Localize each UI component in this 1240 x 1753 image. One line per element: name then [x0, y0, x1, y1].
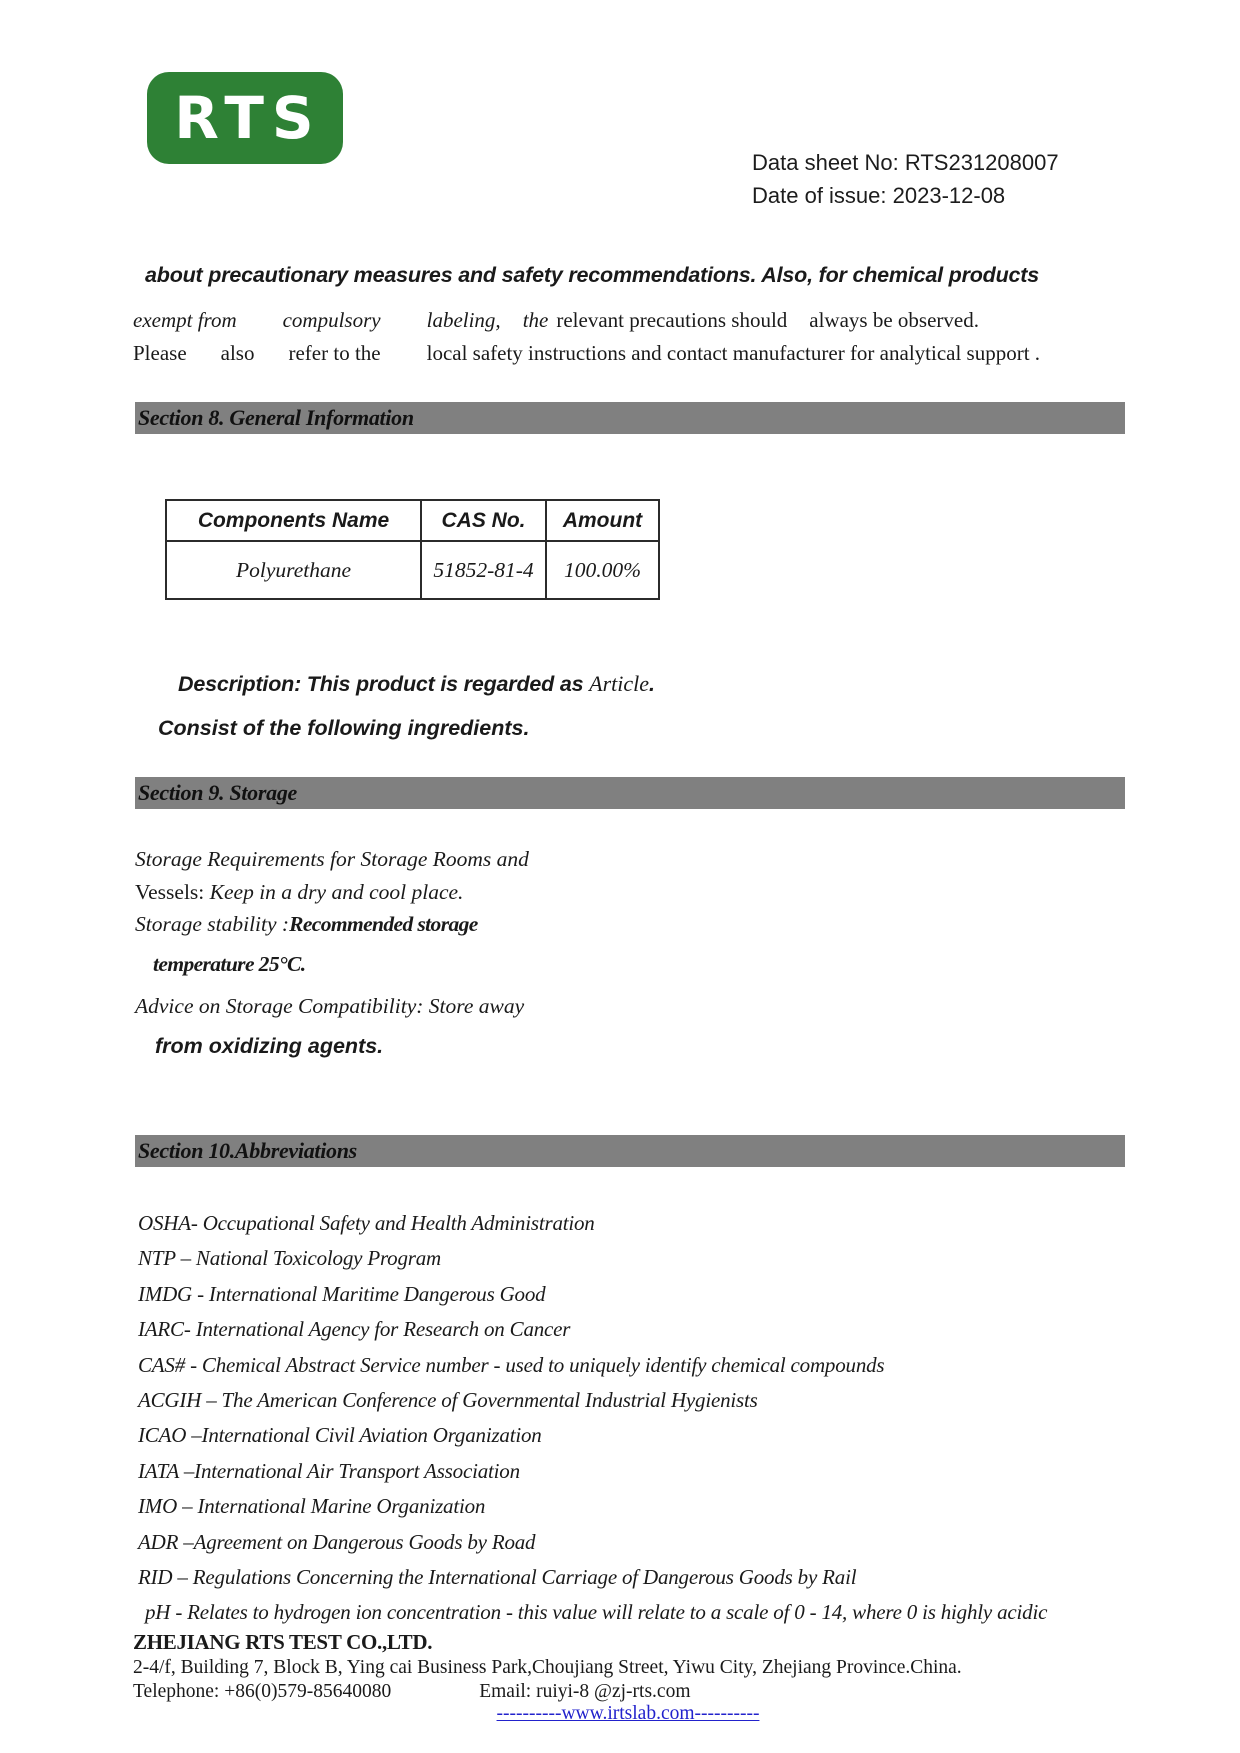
footer-address: 2-4/f, Building 7, Block B, Ying cai Business Park,Choujiang Street, Yiwu City, Zhejiang Province.China. — [133, 1657, 962, 1678]
footer-contact-line — [133, 1681, 691, 1703]
storage-oxidizing-line: from oxidizing agents. — [155, 1034, 384, 1058]
footer-telephone: Telephone: +86(0)579-85640080 — [133, 1681, 392, 1702]
abbrev-acgih: ACGIH – The American Conference of Governmental Industrial Hygienists — [138, 1388, 758, 1413]
col-header-components-name: Components Name — [166, 500, 421, 541]
intro-line-2 — [133, 308, 979, 333]
footer-link-row — [133, 1703, 1123, 1725]
abbreviations-list — [138, 1206, 1138, 1631]
section-9-title: Section 9. Storage — [138, 780, 297, 805]
description-line — [178, 671, 655, 697]
footer-email: Email: ruiyi-8 @zj-rts.com — [479, 1681, 691, 1702]
rts-logo-text: RTS — [174, 84, 322, 152]
intro-line2-seg6: always be observed. — [809, 308, 979, 332]
intro-line2-seg4: the — [522, 308, 549, 332]
rts-logo — [147, 72, 343, 164]
components-table — [165, 499, 660, 600]
intro-line-1: about precautionary measures and safety recommendations. Also, for chemical products — [145, 263, 1040, 287]
storage-vessels-label: Vessels: — [135, 880, 210, 904]
description-period: . — [649, 672, 655, 696]
section-10-header — [135, 1135, 1125, 1167]
section-8-header — [135, 402, 1125, 434]
intro-line3-seg1: Please — [133, 341, 187, 365]
abbrev-iata: IATA –International Air Transport Association — [138, 1458, 520, 1483]
storage-stability-label: Storage stability : — [135, 912, 290, 936]
abbrev-imdg: IMDG - International Maritime Dangerous Good — [138, 1281, 546, 1306]
abbrev-ntp: NTP – National Toxicology Program — [138, 1246, 441, 1271]
components-table-header-row — [166, 500, 659, 541]
intro-line2-seg3: labeling, — [426, 308, 501, 332]
abbrev-icao: ICAO –International Civil Aviation Organization — [138, 1423, 542, 1448]
intro-line3-seg4: local safety instructions and contact manufacturer for analytical support . — [426, 341, 1041, 365]
abbrev-ph: pH - Relates to hydrogen ion concentration - this value will relate to a scale of 0 - 14, where 0 is highly acidic — [145, 1600, 1048, 1625]
storage-stability-line — [135, 912, 478, 937]
components-table-row — [166, 541, 659, 599]
intro-line2-seg1: exempt from — [133, 308, 237, 332]
intro-line2-seg2: compulsory — [282, 308, 381, 332]
storage-advice-line: Advice on Storage Compatibility: Store away — [135, 994, 525, 1018]
cell-amount: 100.00% — [546, 541, 659, 599]
intro-line3-seg2: also — [220, 341, 255, 365]
intro-line-3 — [133, 341, 1040, 366]
section-10-title: Section 10.Abbreviations — [138, 1138, 357, 1163]
description-lead: Description: This product is regarded as — [178, 672, 590, 696]
abbrev-adr: ADR –Agreement on Dangerous Goods by Road — [138, 1529, 536, 1554]
col-header-cas-no: CAS No. — [421, 500, 546, 541]
datasheet-header — [752, 146, 1059, 212]
storage-vessels-line — [135, 880, 463, 905]
col-header-amount: Amount — [546, 500, 659, 541]
abbrev-imo: IMO – International Marine Organization — [138, 1494, 486, 1519]
intro-line3-seg3: refer to the — [288, 341, 381, 365]
intro-line2-seg5: relevant precautions should — [556, 308, 788, 332]
storage-vessels-text: Keep in a dry and cool place. — [209, 880, 464, 904]
section-8-title: Section 8. General Information — [138, 405, 414, 430]
storage-temperature-line: temperature 25°C. — [153, 952, 306, 976]
description-term: Article — [589, 671, 650, 696]
abbrev-rid: RID – Regulations Concerning the International Carriage of Dangerous Goods by Rail — [138, 1565, 857, 1590]
abbrev-osha: OSHA- Occupational Safety and Health Administration — [138, 1211, 595, 1235]
storage-requirements-line: Storage Requirements for Storage Rooms and — [135, 847, 529, 871]
storage-stability-text: Recommended storage — [289, 912, 478, 936]
consist-line: Consist of the following ingredients. — [158, 716, 530, 740]
section-9-header — [135, 777, 1125, 809]
date-of-issue: Date of issue: 2023-12-08 — [752, 183, 1006, 208]
cell-cas-no: 51852-81-4 — [421, 541, 546, 599]
abbrev-iarc: IARC- International Agency for Research on Cancer — [138, 1317, 571, 1342]
cell-component-name: Polyurethane — [166, 541, 421, 599]
abbrev-cas: CAS# - Chemical Abstract Service number - used to uniquely identify chemical compounds — [138, 1352, 885, 1377]
footer-website-link[interactable]: ----------www.irtslab.com---------- — [496, 1703, 760, 1724]
footer-company-name: ZHEJIANG RTS TEST CO.,LTD. — [133, 1630, 433, 1654]
datasheet-number: Data sheet No: RTS231208007 — [752, 150, 1059, 175]
